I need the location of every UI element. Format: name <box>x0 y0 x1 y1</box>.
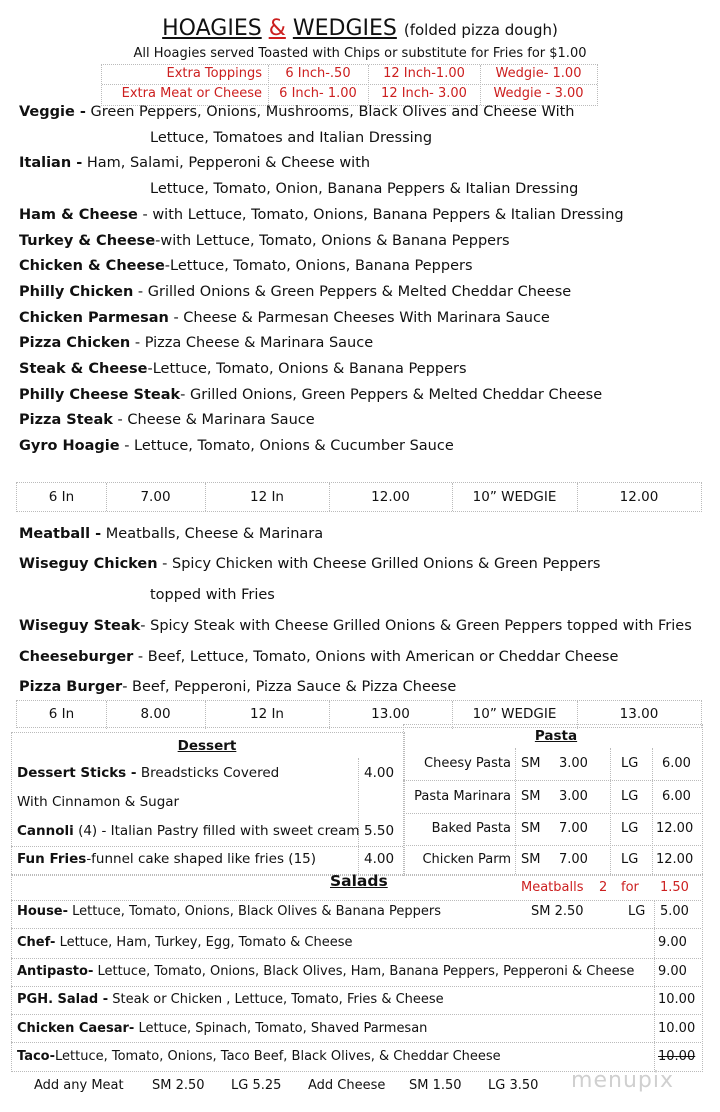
pasta-sm: SM <box>521 756 541 771</box>
menu-item-cont: Lettuce, Tomatoes and Italian Dressing <box>150 130 433 146</box>
pasta-sm-price: 3.00 <box>559 756 588 771</box>
pasta-lg-price: 12.00 <box>656 852 694 867</box>
pasta-sm-price: 7.00 <box>559 821 588 836</box>
pasta-sm: SM <box>521 852 541 867</box>
price-cell: 10” WEDGIE <box>472 489 557 505</box>
dessert-price: 4.00 <box>364 765 395 781</box>
pasta-sm-price: 3.00 <box>559 789 588 804</box>
pasta-sm-price: 7.00 <box>559 852 588 867</box>
menu-item: Wiseguy Steak- Spicy Steak with Cheese Grilled Onions & Green Peppers topped with Fries <box>19 618 692 634</box>
menu-item: Steak & Cheese-Lettuce, Tomato, Onions & Banana Peppers <box>19 361 467 377</box>
salad-price: 10.00 <box>658 992 696 1007</box>
salad-price: 9.00 <box>658 964 687 979</box>
meatballs-price: 1.50 <box>660 880 689 895</box>
extras-cell: 6 Inch- 1.00 <box>279 86 357 101</box>
extras-cell: Extra Meat or Cheese <box>121 86 262 101</box>
addon-cheese: Add Cheese <box>308 1078 386 1093</box>
menu-item: Veggie - Green Peppers, Onions, Mushrooms, Black Olives and Cheese With <box>19 104 575 120</box>
pasta-lg-price: 6.00 <box>662 756 691 771</box>
pasta-title: Pasta <box>534 728 578 744</box>
price-cell: 12 In <box>249 706 284 722</box>
salads-title: Salads <box>330 872 388 890</box>
price-bar <box>16 482 702 512</box>
salad-sm: SM 2.50 <box>531 904 584 919</box>
pasta-lg-price: 12.00 <box>656 821 694 836</box>
price-cell: 12.00 <box>371 489 410 505</box>
dessert-price: 4.00 <box>364 851 395 867</box>
subtitle: All Hoagies served Toasted with Chips or substitute for Fries for $1.00 <box>133 46 587 61</box>
pasta-lg: LG <box>621 852 639 867</box>
pasta-lg: LG <box>621 821 639 836</box>
salad-item: Chicken Caesar- Lettuce, Spinach, Tomato, Shaved Parmesan <box>17 1021 428 1036</box>
salad-item: Chef- Lettuce, Ham, Turkey, Egg, Tomato & Cheese <box>17 935 353 950</box>
page-title <box>0 16 720 41</box>
extras-table <box>101 64 598 106</box>
pasta-lg: LG <box>621 756 639 771</box>
salad-price: 10.00 <box>658 1049 696 1064</box>
menu-item: Philly Chicken - Grilled Onions & Green Peppers & Melted Cheddar Cheese <box>19 284 572 300</box>
addon-meat-lg: LG 5.25 <box>231 1078 282 1093</box>
dessert-item-cont: With Cinnamon & Sugar <box>17 794 180 810</box>
price-cell: 6 In <box>48 706 75 722</box>
title-ampersand: & <box>268 16 286 41</box>
pasta-sm: SM <box>521 789 541 804</box>
price-cell: 12 In <box>249 489 284 505</box>
menu-item: Turkey & Cheese-with Lettuce, Tomato, Onions & Banana Peppers <box>19 233 510 249</box>
menu-item-cont: topped with Fries <box>150 587 275 603</box>
pasta-item-name: Pasta Marinara <box>414 789 511 804</box>
price-cell: 7.00 <box>140 489 171 505</box>
salad-item: Taco-Lettuce, Tomato, Onions, Taco Beef, Black Olives, & Cheddar Cheese <box>17 1049 501 1064</box>
extras-cell: Extra Toppings <box>166 66 262 81</box>
price-cell: 13.00 <box>371 706 410 722</box>
pasta-item-name: Baked Pasta <box>431 821 511 836</box>
addon-cheese-lg: LG 3.50 <box>488 1078 539 1093</box>
dessert-price: 5.50 <box>364 823 395 839</box>
price-cell: 12.00 <box>619 489 659 505</box>
salad-price: 10.00 <box>658 1021 696 1036</box>
pasta-item-name: Cheesy Pasta <box>424 756 511 771</box>
salad-item: House- Lettuce, Tomato, Onions, Black Olives & Banana Peppers <box>17 904 442 919</box>
menu-item: Chicken Parmesan - Cheese & Parmesan Cheeses With Marinara Sauce <box>19 310 550 326</box>
meatballs-label: Meatballs <box>521 880 584 895</box>
dessert-item: Cannoli (4) - Italian Pastry filled with sweet cream <box>17 823 360 839</box>
menu-item: Gyro Hoagie - Lettuce, Tomato, Onions & Cucumber Sauce <box>19 438 454 454</box>
price-cell: 10” WEDGIE <box>472 706 557 722</box>
pasta-lg: LG <box>621 789 639 804</box>
extras-cell: 6 Inch-.50 <box>285 66 351 81</box>
extras-cell: Wedgie- 1.00 <box>495 66 582 81</box>
menu-item: Philly Cheese Steak- Grilled Onions, Green Peppers & Melted Cheddar Cheese <box>19 387 603 403</box>
dessert-item: Dessert Sticks - Breadsticks Covered <box>17 765 280 781</box>
menu-item: Pizza Burger- Beef, Pepperoni, Pizza Sauce & Pizza Cheese <box>19 679 457 695</box>
price-cell: 8.00 <box>140 706 171 722</box>
addon-meat: Add any Meat <box>34 1078 124 1093</box>
menu-item: Pizza Steak - Cheese & Marinara Sauce <box>19 412 315 428</box>
menu-item: Pizza Chicken - Pizza Cheese & Marinara Sauce <box>19 335 374 351</box>
extras-cell: Wedgie - 3.00 <box>493 86 584 101</box>
menu-item-cont: Lettuce, Tomato, Onion, Banana Peppers & Italian Dressing <box>150 181 579 197</box>
price-cell: 13.00 <box>619 706 659 722</box>
menu-item: Wiseguy Chicken - Spicy Chicken with Cheese Grilled Onions & Green Peppers <box>19 556 601 572</box>
menu-item: Ham & Cheese - with Lettuce, Tomato, Onions, Banana Peppers & Italian Dressing <box>19 207 624 223</box>
dessert-item: Fun Fries-funnel cake shaped like fries (15) <box>17 851 317 867</box>
extras-cell: 12 Inch- 3.00 <box>381 86 467 101</box>
menu-item: Chicken & Cheese-Lettuce, Tomato, Onions, Banana Peppers <box>19 258 473 274</box>
addon-meat-sm: SM 2.50 <box>152 1078 205 1093</box>
extras-cell: 12 Inch-1.00 <box>383 66 465 81</box>
title-subtitle: (folded pizza dough) <box>403 21 558 39</box>
meatballs-for: for <box>621 880 639 895</box>
pasta-item-name: Chicken Parm <box>422 852 511 867</box>
salad-item: PGH. Salad - Steak or Chicken , Lettuce, Tomato, Fries & Cheese <box>17 992 444 1007</box>
menu-item: Cheeseburger - Beef, Lettuce, Tomato, Onions with American or Cheddar Cheese <box>19 649 619 665</box>
menu-item: Italian - Ham, Salami, Pepperoni & Cheese with <box>19 155 371 171</box>
dessert-title: Dessert <box>177 738 237 754</box>
pasta-lg-price: 6.00 <box>662 789 691 804</box>
price-cell: 6 In <box>48 489 75 505</box>
salad-price: 5.00 <box>660 904 689 919</box>
meatballs-qty: 2 <box>599 880 608 895</box>
addon-cheese-sm: SM 1.50 <box>409 1078 462 1093</box>
pasta-sm: SM <box>521 821 541 836</box>
title-hoagies: HOAGIES <box>162 16 262 41</box>
watermark-logo: menupix <box>571 1068 674 1093</box>
title-wedgies: WEDGIES <box>292 16 397 41</box>
salad-item: Antipasto- Lettuce, Tomato, Onions, Black Olives, Ham, Banana Peppers, Pepperoni & Cheese <box>17 964 635 979</box>
menu-item: Meatball - Meatballs, Cheese & Marinara <box>19 526 324 542</box>
salad-price: 9.00 <box>658 935 687 950</box>
salad-lg: LG <box>628 904 646 919</box>
